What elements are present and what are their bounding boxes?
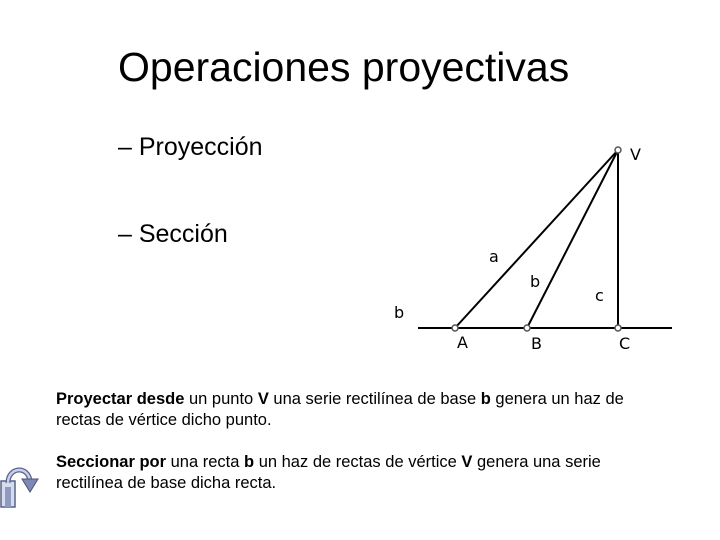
- paragraph-proyectar: [56, 389, 666, 431]
- point-a-label: A: [457, 333, 468, 352]
- vertex-point: [615, 147, 621, 153]
- term-seccionar: Seccionar por: [56, 453, 167, 471]
- paragraph-seccionar: [56, 452, 666, 494]
- point-c-label: C: [619, 334, 631, 353]
- point-b-label: B: [531, 334, 542, 353]
- line-a-label: a: [489, 247, 499, 266]
- bullet-seccion: – Sección: [118, 220, 228, 248]
- vertex-ref: V: [461, 453, 473, 471]
- return-button[interactable]: [0, 459, 40, 509]
- vertex-ref: V: [257, 390, 269, 408]
- point-a-marker: [452, 325, 458, 331]
- text-segment: una serie rectilínea de base: [268, 390, 481, 408]
- return-arrow-icon: [0, 459, 40, 509]
- point-c-marker: [615, 325, 621, 331]
- text-segment: un haz de rectas de vértice: [254, 453, 462, 471]
- line-b-label: b: [530, 272, 541, 291]
- base-ref: b: [480, 390, 491, 408]
- vertex-label: V: [630, 145, 641, 164]
- text-segment: genera un haz de rectas de vértice dicho punto.: [56, 390, 624, 429]
- bullet-proyeccion: – Proyección: [118, 133, 263, 161]
- ray-a: [455, 150, 618, 328]
- text-segment: un punto: [184, 390, 258, 408]
- base-ref: b: [244, 453, 255, 471]
- text-segment: una recta: [166, 453, 245, 471]
- text-segment: genera una serie rectilínea de base dicha recta.: [56, 453, 601, 492]
- term-proyectar: Proyectar desde: [56, 390, 185, 408]
- point-b-marker: [524, 325, 530, 331]
- ray-b: [527, 150, 618, 328]
- line-c-label: c: [595, 286, 604, 305]
- slide-title: Operaciones proyectivas: [118, 44, 570, 90]
- base-label: b: [394, 303, 405, 322]
